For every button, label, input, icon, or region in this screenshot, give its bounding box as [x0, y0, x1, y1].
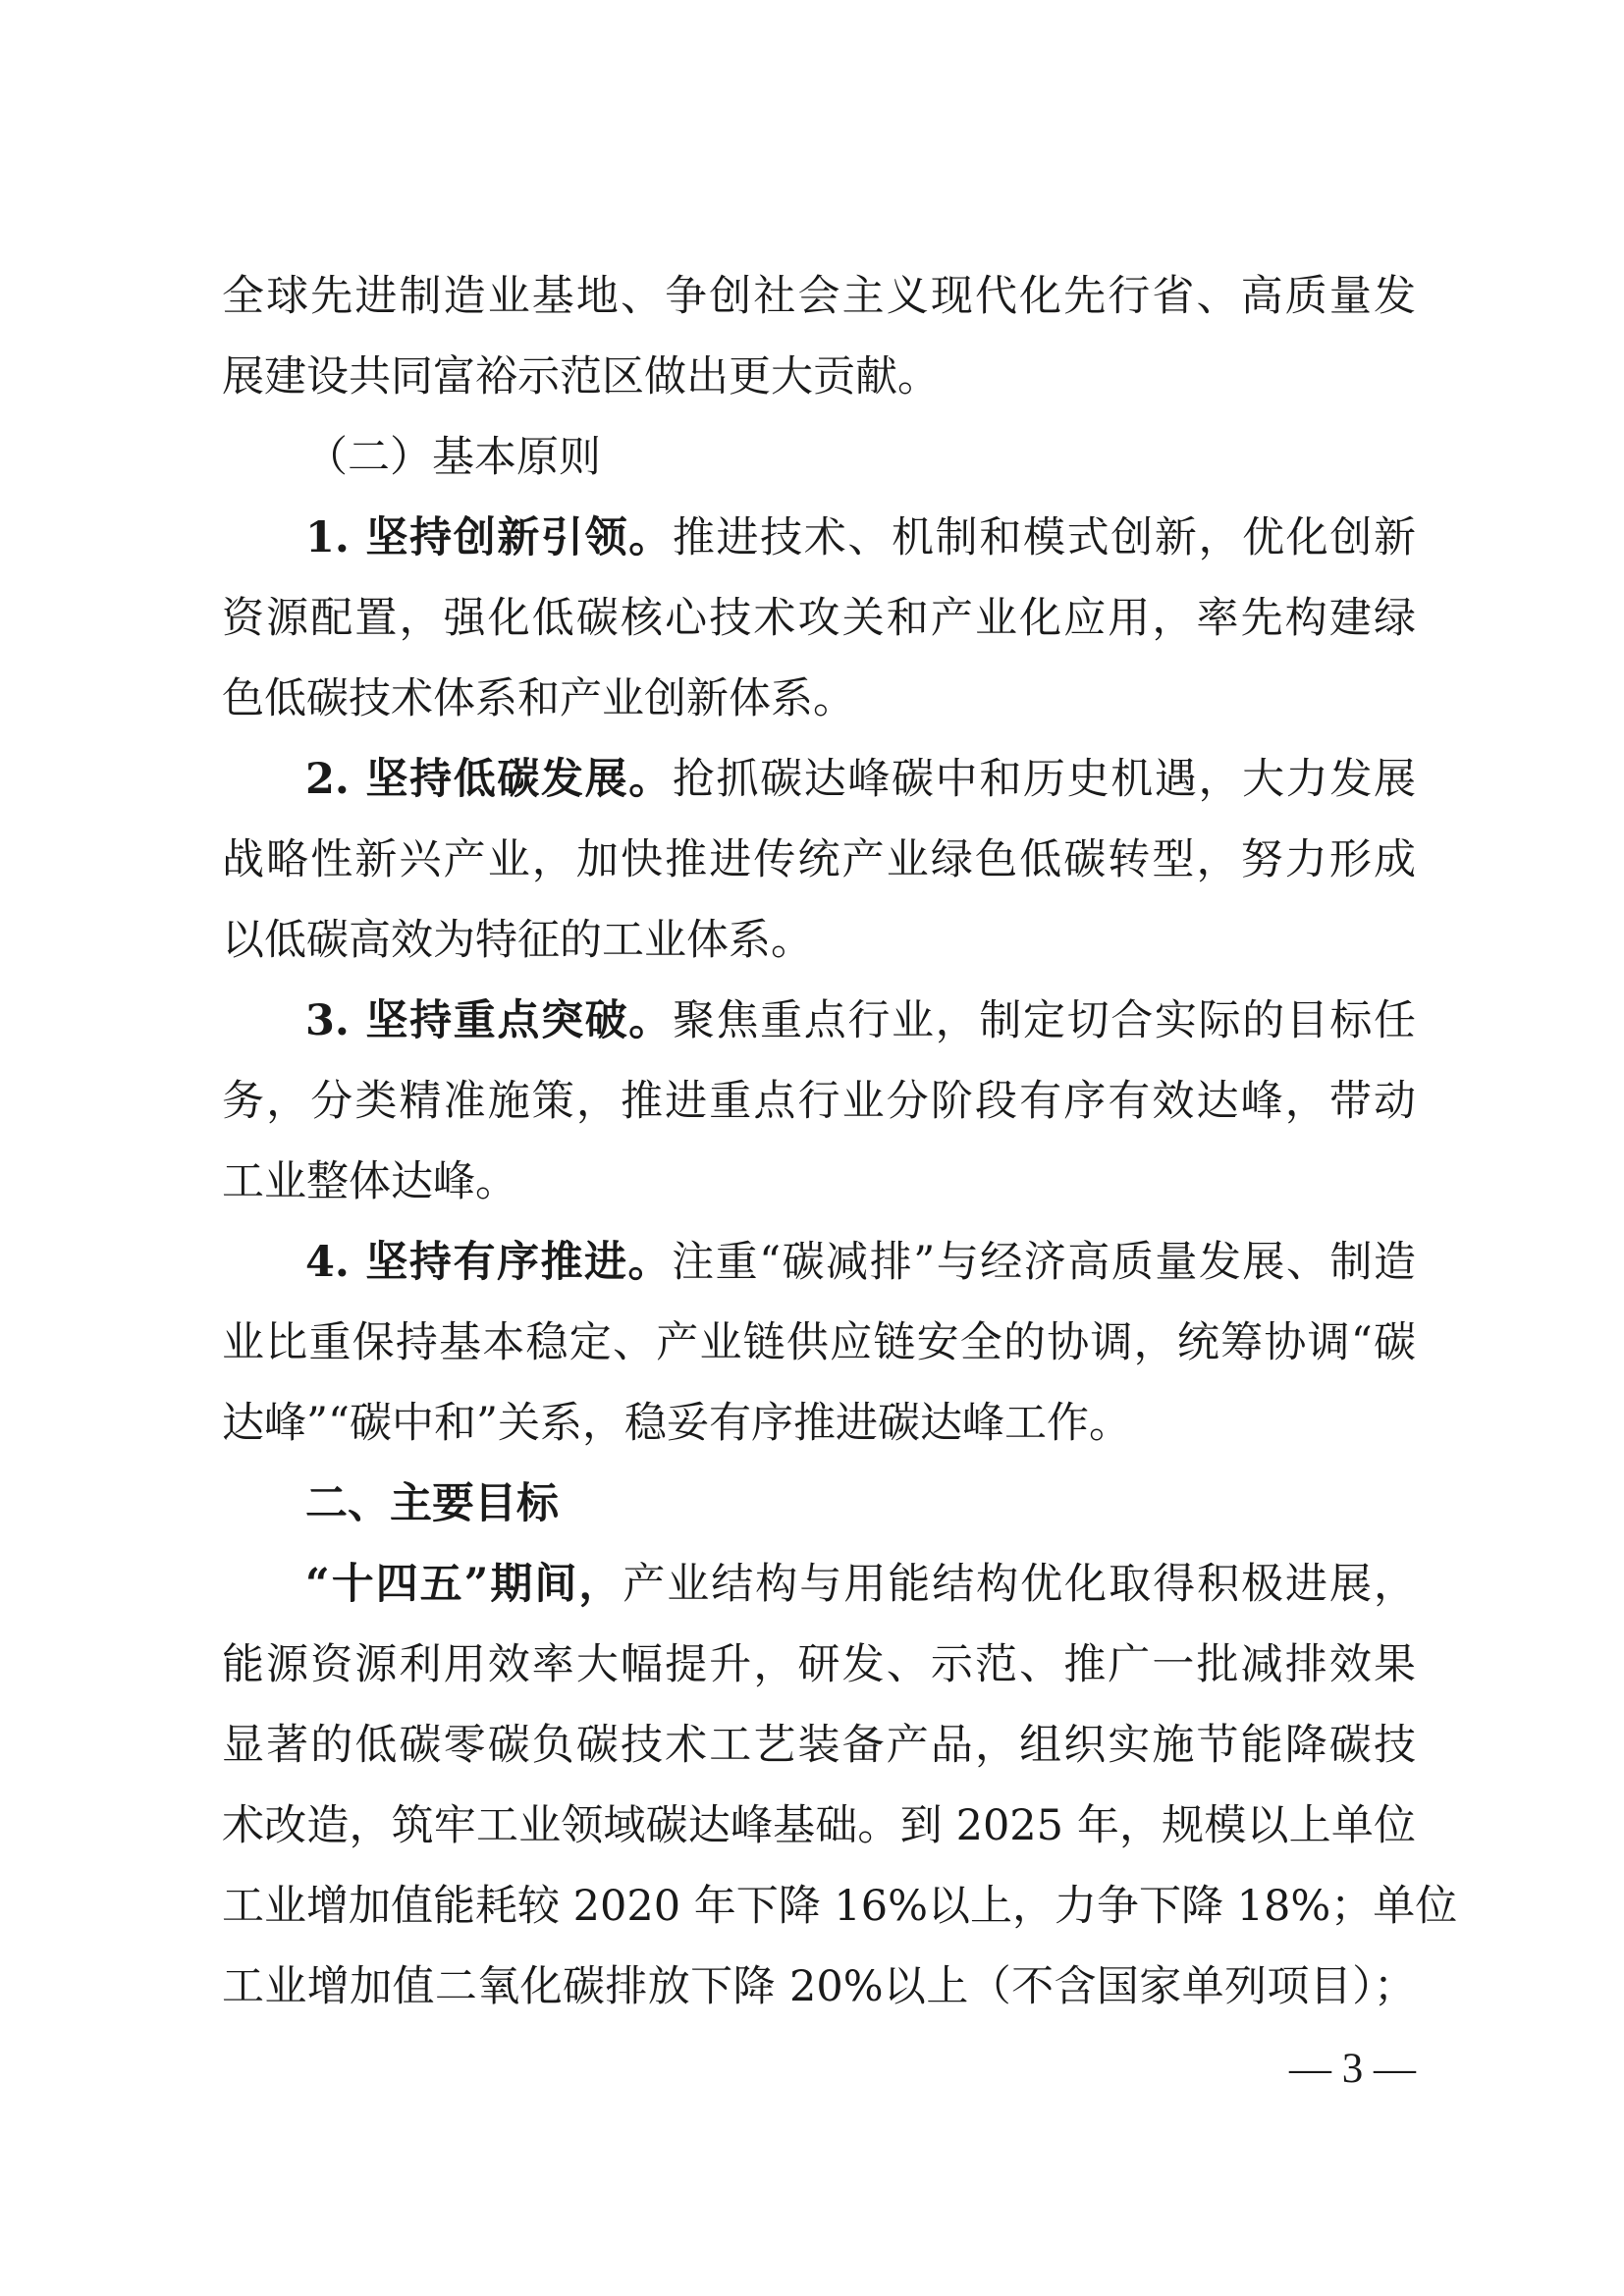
line-text: 达峰”“碳中和”关系，稳妥有序推进碳达峰工作。: [222, 1399, 1131, 1448]
section-subheading: [305, 428, 1416, 487]
principle-2-heading-line: [305, 750, 1416, 809]
paragraph-line: [222, 1635, 1416, 1694]
line-text: 注重“碳减排”与经济高质量发展、制造: [672, 1238, 1416, 1287]
line-text: 推进技术、机制和模式创新，优化创新: [672, 513, 1416, 562]
paragraph-line: [222, 830, 1416, 889]
line-text: （二）基本原则: [305, 433, 601, 482]
paragraph-line: [222, 1877, 1458, 1936]
paragraph-line: [222, 1313, 1416, 1372]
line-text: 色低碳技术体系和产业创新体系。: [222, 674, 855, 723]
line-text: 术改造，筑牢工业领域碳达峰基础。到 2025 年，规模以上单位: [222, 1801, 1416, 1850]
line-text: 以低碳高效为特征的工业体系。: [222, 916, 813, 965]
line-text: 聚焦重点行业，制定切合实际的目标任: [672, 996, 1416, 1045]
principle-title: 2. 坚持低碳发展。: [305, 755, 673, 804]
paragraph-line: [222, 1796, 1416, 1855]
line-text: 抢抓碳达峰碳中和历史机遇，大力发展: [672, 755, 1416, 804]
paragraph-line: [222, 1716, 1416, 1775]
principle-4-heading-line: [305, 1233, 1416, 1292]
paragraph-line: [222, 669, 1416, 728]
paragraph-line: [222, 589, 1416, 648]
paragraph-line: [222, 347, 1416, 406]
goals-lead-line: [305, 1555, 1416, 1614]
line-text: 资源配置，强化低碳核心技术攻关和产业化应用，率先构建绿: [222, 594, 1416, 643]
line-text: 务，分类精准施策，推进重点行业分阶段有序有效达峰，带动: [222, 1077, 1416, 1126]
line-text: 工业增加值二氧化碳排放下降 20%以上（不含国家单列项目）；: [222, 1962, 1416, 2011]
line-text: 战略性新兴产业，加快推进传统产业绿色低碳转型，努力形成: [222, 835, 1416, 884]
line-text: 产业结构与用能结构优化取得积极进展，: [623, 1560, 1417, 1609]
line-text: 能源资源利用效率大幅提升，研发、示范、推广一批减排效果: [222, 1640, 1416, 1689]
paragraph-line: [222, 267, 1416, 326]
paragraph-line: [222, 911, 1416, 970]
line-text: 全球先进制造业基地、争创社会主义现代化先行省、高质量发: [222, 272, 1416, 321]
heading-text: 二、主要目标: [305, 1479, 559, 1528]
paragraph-line: [222, 1957, 1416, 2016]
paragraph-line: [222, 1072, 1416, 1131]
line-text: 显著的低碳零碳负碳技术工艺装备产品，组织实施节能降碳技: [222, 1721, 1416, 1770]
line-text: 展建设共同富裕示范区做出更大贡献。: [222, 352, 940, 401]
page-number: — 3 —: [1289, 2046, 1416, 2092]
principle-title: 4. 坚持有序推进。: [305, 1238, 673, 1287]
principle-title: 3. 坚持重点突破。: [305, 996, 673, 1045]
line-text: 工业增加值能耗较 2020 年下降 16%以上，力争下降 18%；单位: [222, 1882, 1458, 1931]
paragraph-line: [222, 1152, 1416, 1211]
principle-title: 1. 坚持创新引领。: [305, 513, 673, 562]
line-text: 业比重保持基本稳定、产业链供应链安全的协调，统筹协调“碳: [222, 1318, 1416, 1367]
paragraph-line: [222, 1394, 1416, 1453]
principle-1-heading-line: [305, 508, 1416, 567]
period-label: “十四五”期间，: [305, 1560, 623, 1609]
line-text: 工业整体达峰。: [222, 1157, 517, 1206]
section-heading: [305, 1474, 1416, 1533]
principle-3-heading-line: [305, 991, 1416, 1050]
